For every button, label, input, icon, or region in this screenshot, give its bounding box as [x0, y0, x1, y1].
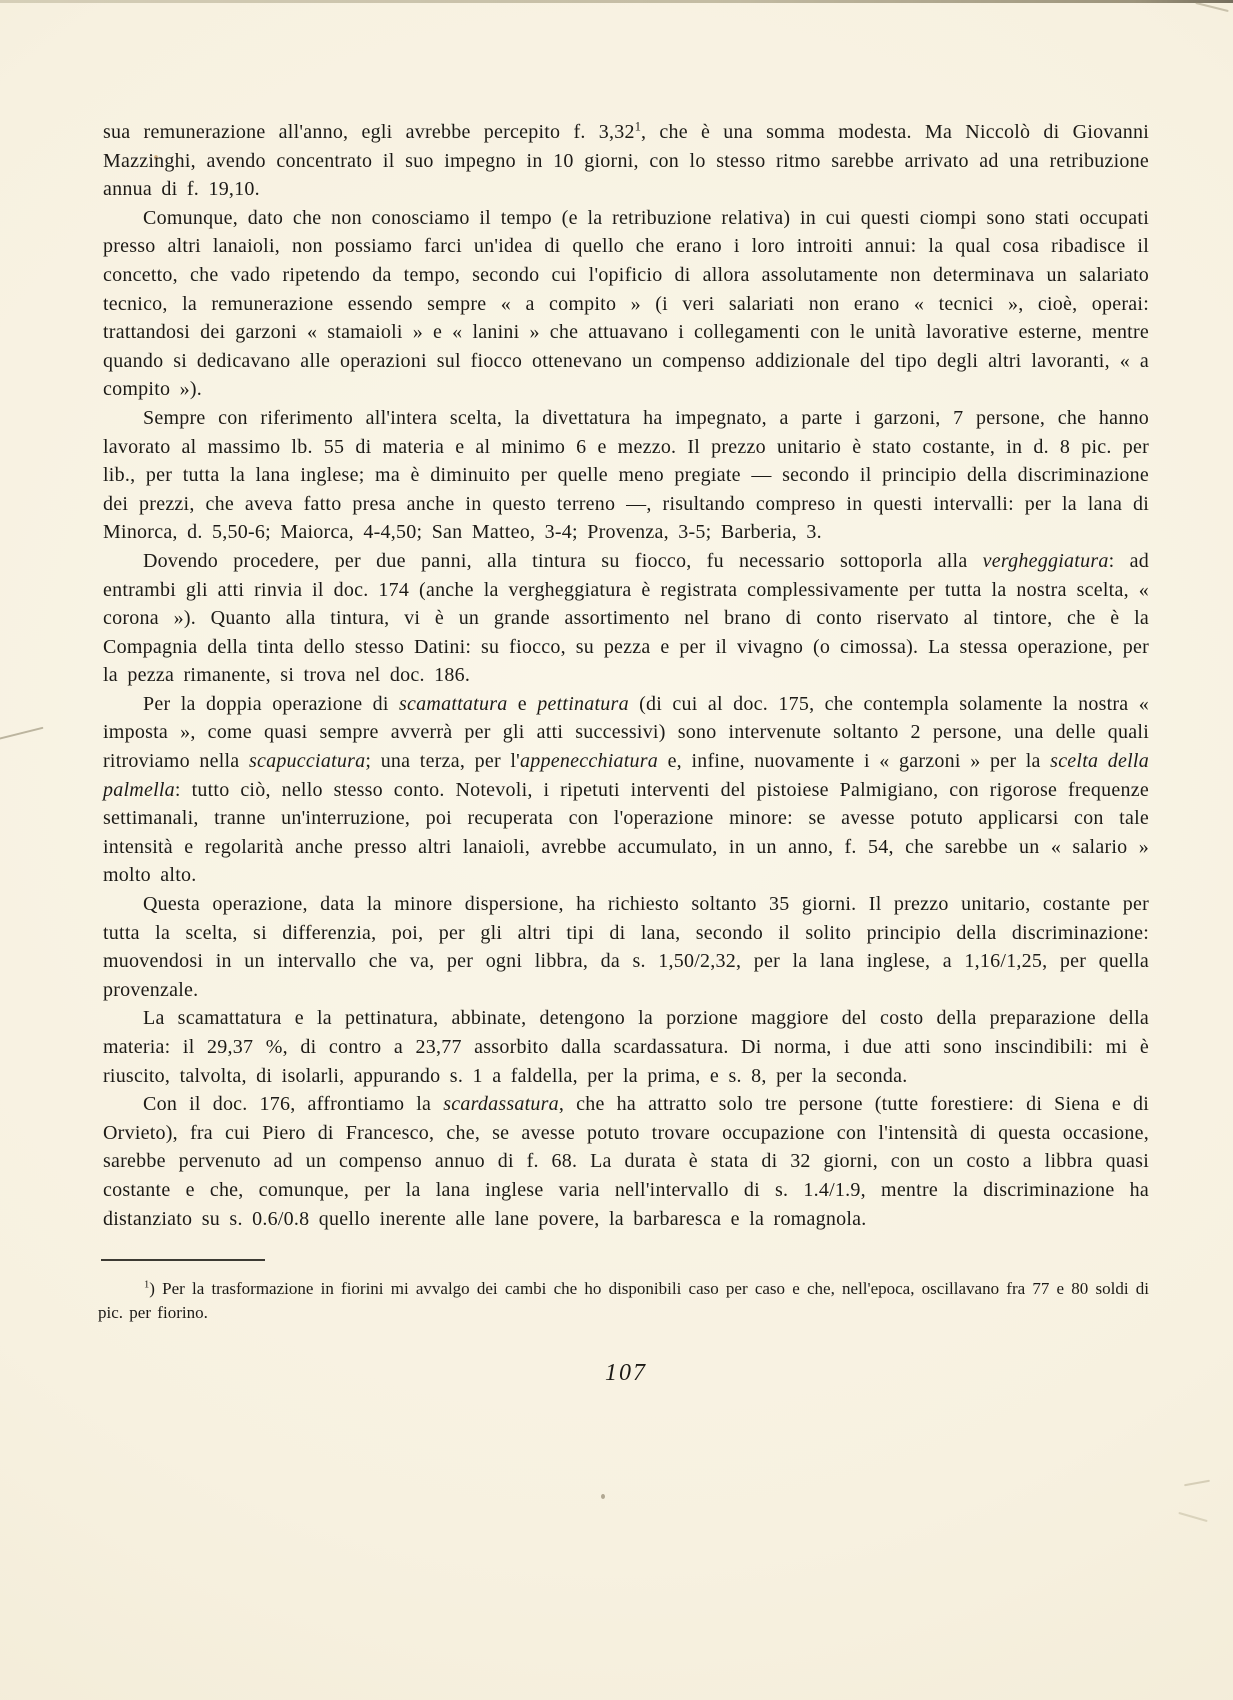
text-run: Comunque, dato che non conosciamo il tempo (e la retribuzione relativa) in cui questi ciompi sono stati occupati presso altri lanaioli, non possiamo farci un'idea di quello che erano i loro introiti annui: la qual cosa ribadisce il concetto, che vado ripetendo da tempo, secondo cui l'opificio di allora assolutamente non determinava un salariato tecnico, la remunerazione essendo sempre « a compito » (i veri salariati non erano « tecnici », cioè, operai: trattandosi dei garzoni « stamaioli » e « lanini » che attuavano i collegamenti con le unità lavorative esterne, mentre quando si dedicavano alle operazioni sul fiocco ottenevano un compenso addizionale del tipo degli altri lavoranti, « a compito »). — [103, 206, 1149, 401]
text-run: ) Per la trasformazione in fiorini mi avvalgo dei cambi che ho disponibili caso per caso e che, nell'epoca, oscillavano fra 77 e 80 soldi di pic. per fiorino. — [98, 1279, 1149, 1322]
text-run: Sempre con riferimento all'intera scelta, la divettatura ha impegnato, a parte i garzoni, 7 persone, che hanno lavorato al massimo lb. 55 di materia e al minimo 6 e mezzo. Il prezzo unitario è stato costante, in d. 8 pic. per lib., per tutta la lana inglese; ma è diminuito per quelle meno pregiate — secondo il principio della discriminazione dei prezzi, che aveva fatto presa anche in questo terreno —, risultando compreso in questi intervalli: per la lana di Minorca, d. 5,50-6; Maiorca, 4-4,50; San Matteo, 3-4; Provenza, 3-5; Barberia, 3. — [103, 406, 1149, 544]
italic-text-run: scamattatura — [399, 692, 508, 715]
footnote-ref: 1 — [634, 119, 641, 134]
text-run: e, infine, nuovamente i « garzoni » per la — [658, 750, 1051, 773]
italic-text-run: vergheggiatura — [982, 549, 1109, 572]
italic-text-run: scardassatura — [443, 1093, 559, 1116]
paragraph — [103, 1090, 1149, 1233]
paragraph — [103, 890, 1149, 1004]
paragraph — [103, 547, 1149, 690]
text-run: , che ha attratto solo tre persone (tutte forestiere: di Siena e di Orvieto), fra cui Piero di Francesco, che, se avesse potuto trovare occupazione con l'intensità di questa occasione, sarebbe pervenuto ad un compenso annuo di f. 68. La durata è stata di 32 giorni, con un costo a libbra quasi costante e che, comunque, per la lana inglese varia nell'intervallo di s. 1.4/1.9, mentre la discriminazione ha distanziato su s. 0.6/0.8 quello inerente alle lane povere, la barbaresca e la romagnola. — [103, 1093, 1149, 1230]
footnote-ref: 1 — [144, 1279, 150, 1291]
paper-smudge — [1184, 1480, 1210, 1486]
paragraph — [103, 1004, 1149, 1090]
paragraph — [103, 404, 1149, 547]
italic-text-run: scapucciatura — [248, 750, 366, 773]
text-run: Con il doc. 176, affrontiamo la — [143, 1093, 444, 1116]
text-run: , che è una somma modesta. Ma Niccolò di Giovanni Mazzinghi, avendo concentrato il suo impegno in 10 giorni, con lo stesso ritmo sarebbe arrivato ad una retribuzione annua di f. 19,10. — [103, 121, 1149, 201]
paragraph — [103, 690, 1149, 890]
text-run: e — [507, 692, 538, 715]
text-run: Dovendo procedere, per due panni, alla tintura su fiocco, fu necessario sottoporla alla — [143, 549, 983, 572]
text-run: La scamattatura e la pettinatura, abbinate, detengono la porzione maggiore del costo della preparazione della materia: il 29,37 %, di contro a 23,77 assorbito dalla scardassatura. Di norma, i due atti sono inscindibili: mi è riuscito, talvolta, di isolarli, appurando s. 1 a faldella, per la prima, e s. 8, per la seconda. — [103, 1007, 1149, 1087]
paper-speck — [601, 1494, 605, 1499]
text-run: sua remunerazione all'anno, egli avrebbe percepito f. 3,32 — [103, 121, 635, 143]
italic-text-run: pettinatura — [537, 692, 629, 715]
text-run: (di cui al doc. 175, che contempla solamente la nostra « imposta », come quasi sempre avverrà per gli atti successivi) sono intervenute soltanto 2 persone, una delle quali ritroviamo nella — [103, 692, 1150, 773]
paragraph — [103, 204, 1149, 404]
text-block — [103, 118, 1149, 1233]
italic-text-run: scelta della palmella — [103, 750, 1149, 801]
paper-smudge — [1178, 1512, 1207, 1522]
paragraph — [103, 118, 1149, 204]
text-run: Per la doppia operazione di — [143, 692, 400, 715]
text-run: : ad entrambi gli atti rinvia il doc. 174 (anche la vergheggiatura è registrata complessivamente per tutta la nostra scelta, « corona »). Quanto alla tintura, vi è un grande assortimento nel brano di conto riservato al tintore, che è la Compagnia della tinta dello stesso Datini: su fiocco, su pezza e per il vivagno (o cimossa). La stessa operazione, per la pezza rimanente, si trova nel doc. 186. — [103, 549, 1149, 687]
page-number: 107 — [605, 1360, 647, 1387]
footnote — [98, 1277, 1149, 1324]
text-run: : tutto ciò, nello stesso conto. Notevoli, i ripetuti interventi del pistoiese Palmigiano, con rigorose frequenze settimanali, tranne un'interruzione, poi recuperata con l'operazione minore: se avesse potuto applicarsi con tale intensità e regolarità anche presso altri lanaioli, avrebbe accumulato, in un anno, f. 54, che sarebbe un « salario » molto alto. — [103, 778, 1149, 887]
footnote-rule — [101, 1259, 265, 1261]
italic-text-run: appenecchiatura — [520, 750, 659, 773]
text-run: ; una terza, per l' — [365, 750, 521, 773]
text-run: Questa operazione, data la minore dispersione, ha richiesto soltanto 35 giorni. Il prezzo unitario, costante per tutta la scelta, si differenzia, poi, per gli altri tipi di lana, secondo il solito principio della discriminazione: muovendosi in un intervallo che va, per ogni libbra, da s. 1,50/2,32, per la lana inglese, a 1,16/1,25, per quella provenzale. — [103, 893, 1149, 1001]
